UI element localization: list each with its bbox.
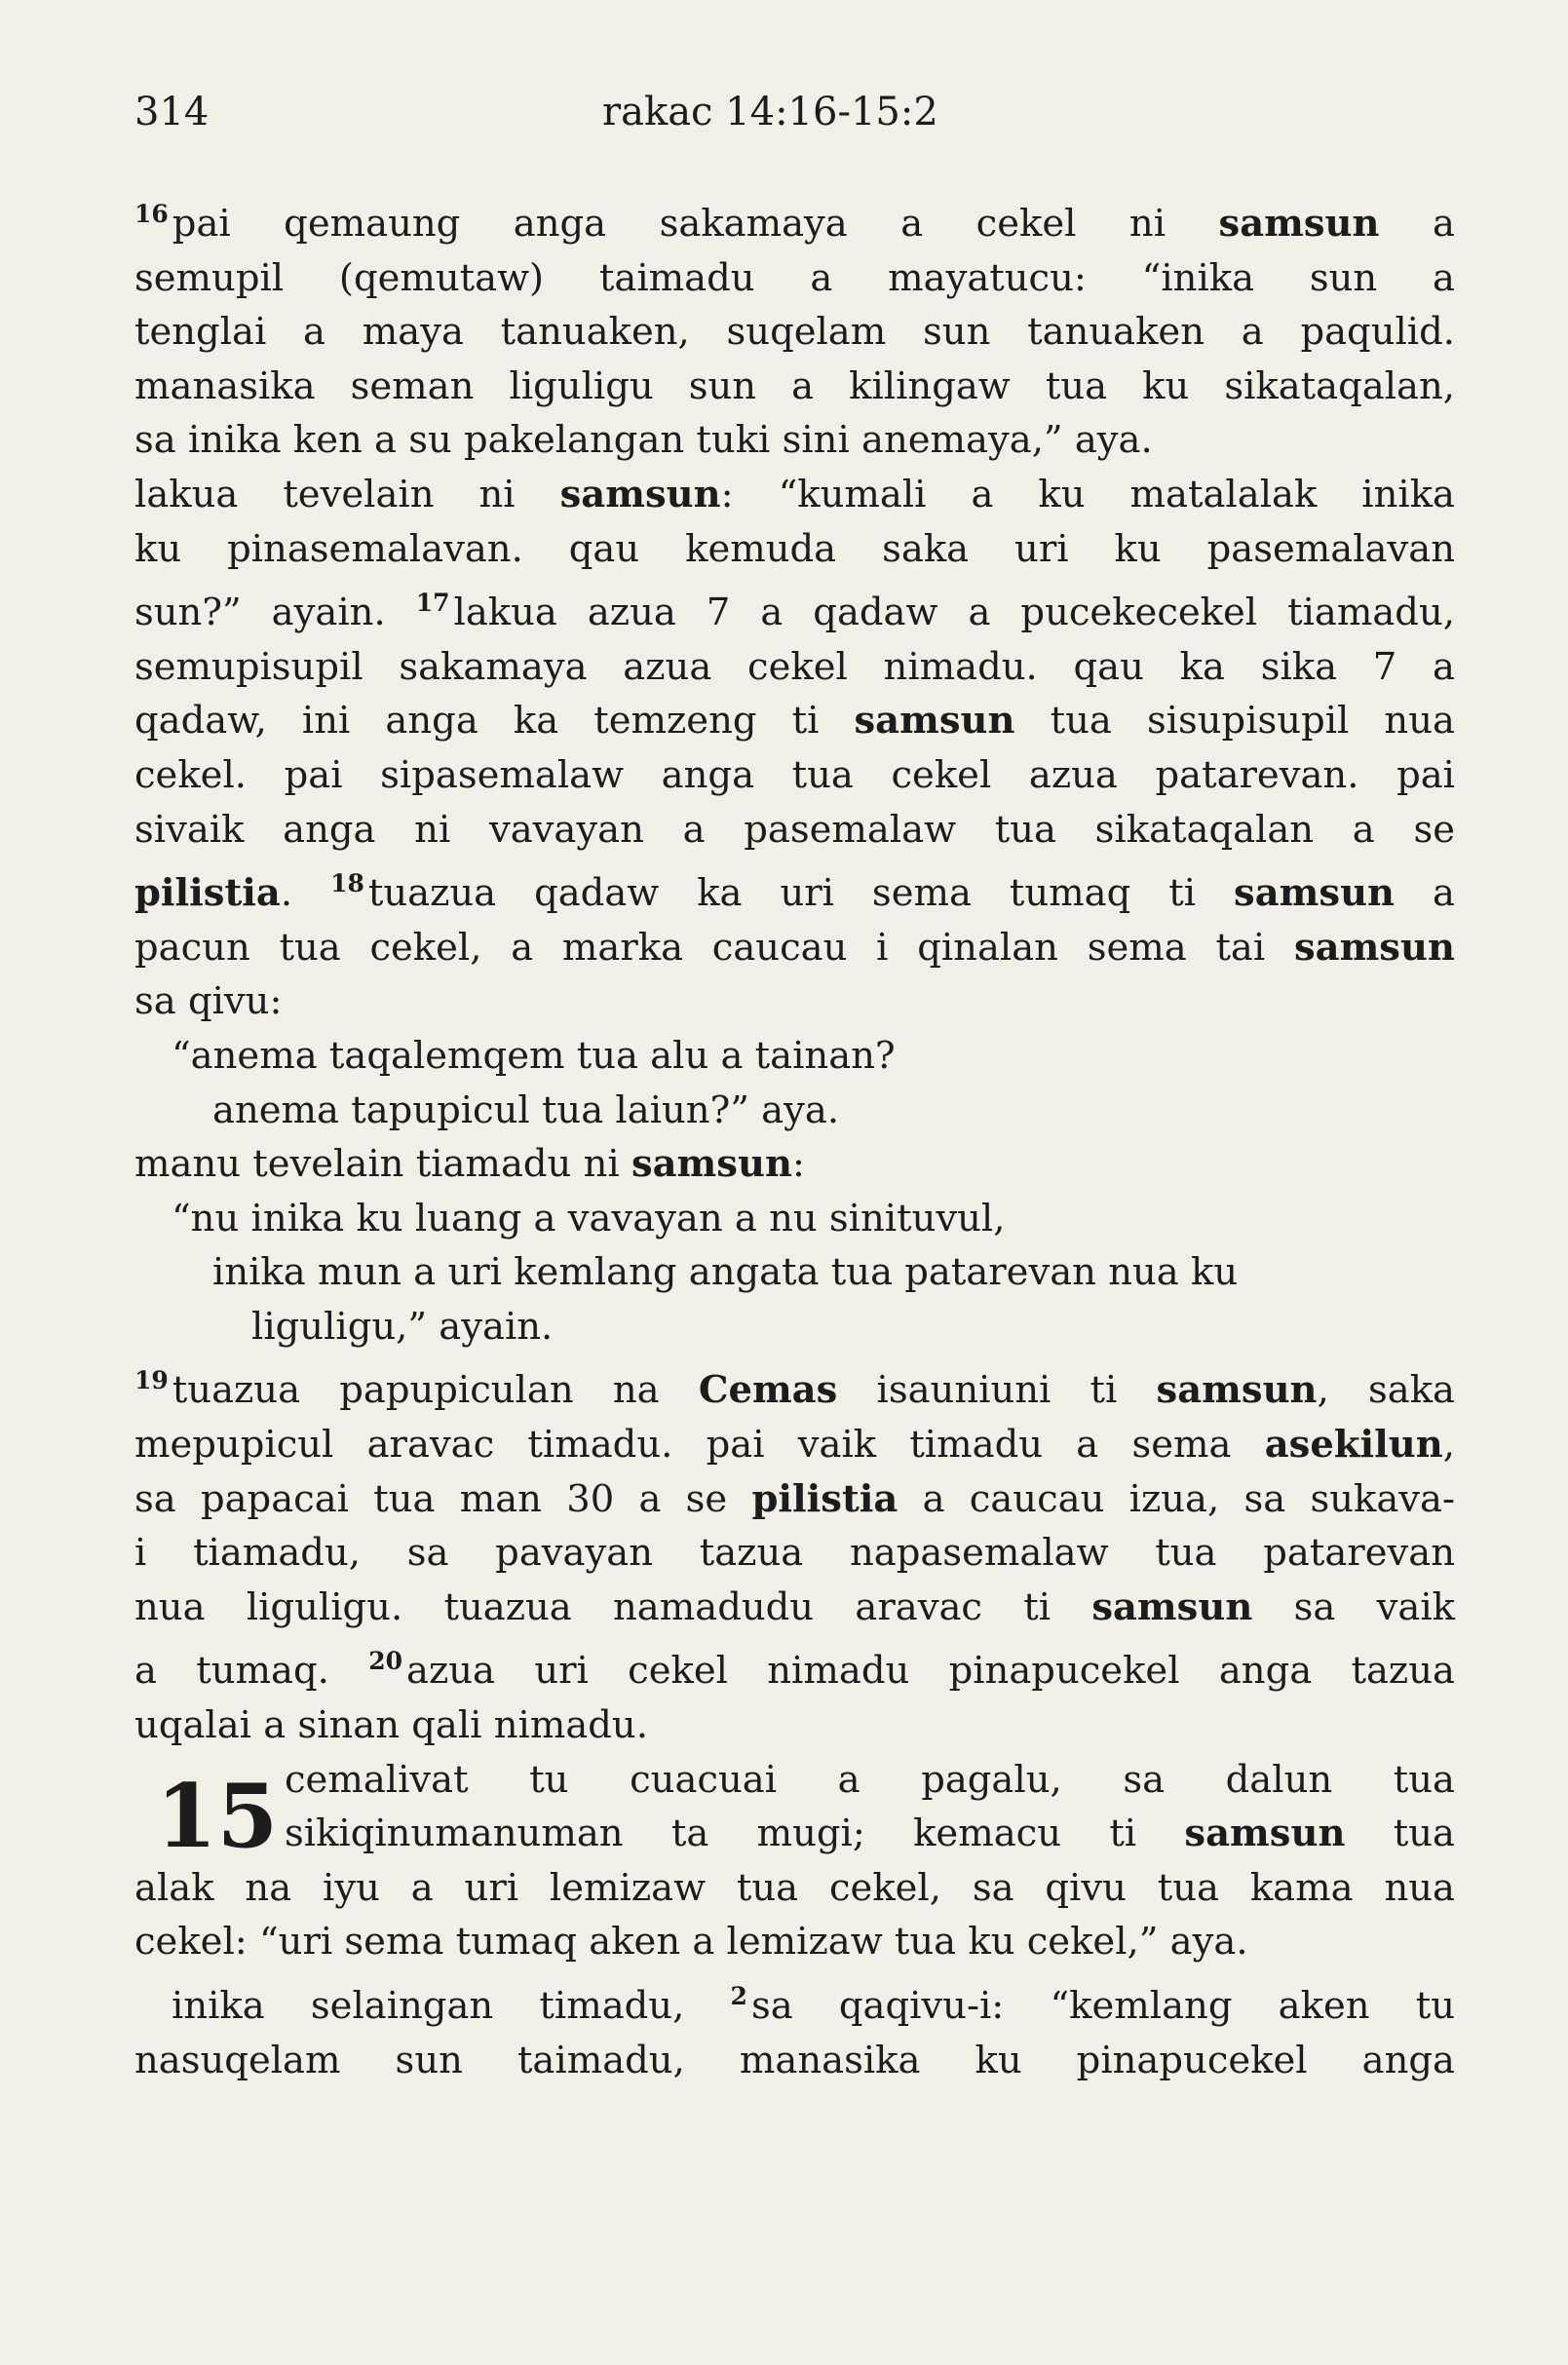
- name-pilistia: pilistia: [134, 871, 281, 916]
- poem-line: “nu inika ku luang a vavayan a nu sinituvul,: [172, 1196, 1006, 1240]
- text-line: lakua tevelain ni samsun: “kumali a ku matalalak inika: [134, 472, 1455, 516]
- text-line: sikiqinumanuman ta mugi; kemacu ti samsun tua: [285, 1812, 1455, 1856]
- name-samsun: samsun: [1091, 1584, 1253, 1629]
- text-line: manu tevelain tiamadu ni samsun:: [134, 1142, 805, 1187]
- poem-line: anema tapupicul tua laiun?” aya.: [212, 1087, 840, 1132]
- body-text: [134, 187, 1455, 2087]
- name-samsun: samsun: [1184, 1812, 1346, 1856]
- text-line: i tiamadu, sa pavayan tazua napasemalaw tua patarevan: [134, 1531, 1455, 1576]
- text-line: alak na iyu a uri lemizaw tua cekel, sa qivu tua kama nua: [134, 1865, 1455, 1910]
- name-samsun: samsun: [631, 1142, 792, 1187]
- verse-number: 18: [330, 869, 364, 898]
- text-line: semupisupil sakamaya azua cekel nimadu. qau ka sika 7 a: [134, 644, 1455, 689]
- text-line: manasika seman liguligu sun a kilingaw tua ku sikataqalan,: [134, 363, 1455, 408]
- poem-line: “anema taqalemqem tua alu a tainan?: [172, 1033, 896, 1078]
- text-line: mepupicul aravac timadu. pai vaik timadu a sema asekilun,: [134, 1423, 1455, 1468]
- chapter-number: 15: [156, 1764, 279, 1868]
- poem-line: liguligu,” ayain.: [251, 1304, 554, 1349]
- verse-number: 17: [415, 589, 450, 618]
- text-line: cemalivat tu cuacuai a pagalu, sa dalun tua: [285, 1757, 1455, 1802]
- paragraph-verse-17-18: [134, 468, 1455, 1029]
- poem-line: inika mun a uri kemlang angata tua patarevan nua ku: [212, 1250, 1239, 1295]
- text-line: sa qivu:: [134, 979, 283, 1024]
- page-header: [134, 90, 1434, 148]
- name-pilistia: pilistia: [751, 1476, 899, 1521]
- verse-number: 20: [368, 1647, 403, 1676]
- text-line: $^{19}$ tuazua papupiculan na Cemas isauniuni ti samsun, saka: [134, 1366, 1455, 1413]
- name-samsun: samsun: [854, 699, 1015, 744]
- name-cemas: Cemas: [698, 1368, 838, 1413]
- text-line: pacun tua cekel, a marka caucau i qinalan sema tai samsun: [134, 925, 1455, 970]
- text-line: nua liguligu. tuazua namadudu aravac ti samsun sa vaik: [134, 1584, 1455, 1629]
- text-line: cekel: “uri sema tumaq aken a lemizaw tua ku cekel,” aya.: [134, 1920, 1248, 1964]
- poem-answer: [134, 1192, 1455, 1354]
- name-samsun: samsun: [1156, 1368, 1318, 1413]
- verse-number: 16: [134, 200, 169, 228]
- verse-number: 19: [134, 1366, 169, 1395]
- text-line: sa inika ken a su pakelangan tuki sini anemaya,” aya.: [134, 418, 1153, 463]
- text-line: pilistia. $^{18}$ tuazua qadaw ka uri sema tumaq ti samsun a: [134, 869, 1456, 916]
- text-line: a tumaq. $^{20}$ azua uri cekel nimadu pinapucekel anga tazua: [134, 1647, 1455, 1694]
- text-line: sun?” ayain. $^{17}$ lakua azua 7 a qadaw a pucekecekel tiamadu,: [134, 589, 1455, 635]
- running-head: rakac 14:16-15:2: [602, 90, 938, 134]
- text-line: tenglai a maya tanuaken, suqelam sun tanuaken a paqulid.: [134, 310, 1455, 355]
- text-line: uqalai a sinan qali nimadu.: [134, 1703, 648, 1748]
- name-samsun: samsun: [1218, 202, 1380, 246]
- text-line: cekel. pai sipasemalaw anga tua cekel azua patarevan. pai: [134, 752, 1455, 797]
- paragraph-verse-16: [134, 187, 1455, 468]
- name-samsun: samsun: [1234, 871, 1396, 916]
- paragraph-verse-19-20: [134, 1354, 1455, 1752]
- name-samsun: samsun: [559, 472, 721, 516]
- paragraph-manu: [134, 1137, 1455, 1192]
- text-line: qadaw, ini anga ka temzeng ti samsun tua sisupisupil nua: [134, 699, 1455, 744]
- text-line: inika selaingan timadu, $^2$ sa qaqivu-i: “kemlang aken tu: [172, 1982, 1455, 2028]
- text-line: $^{16}$ pai qemaung anga sakamaya a cekel ni samsun a: [134, 200, 1455, 246]
- verse-number: 2: [730, 1982, 747, 2010]
- text-line: sa papacai tua man 30 a se pilistia a caucau izua, sa sukava-: [134, 1476, 1456, 1521]
- chapter-15: [134, 1753, 1455, 2088]
- text-line: semupil (qemutaw) taimadu a mayatucu: “inika sun a: [134, 255, 1455, 300]
- name-asekilun: asekilun: [1264, 1423, 1443, 1468]
- name-samsun: samsun: [1293, 925, 1455, 970]
- text-line: sivaik anga ni vavayan a pasemalaw tua sikataqalan a se: [134, 807, 1455, 852]
- text-line: nasuqelam sun taimadu, manasika ku pinapucekel anga: [134, 2038, 1455, 2082]
- poem-riddle: [134, 1029, 1455, 1137]
- page-number: 314: [134, 90, 210, 134]
- text-line: ku pinasemalavan. qau kemuda saka uri ku pasemalavan: [134, 526, 1455, 571]
